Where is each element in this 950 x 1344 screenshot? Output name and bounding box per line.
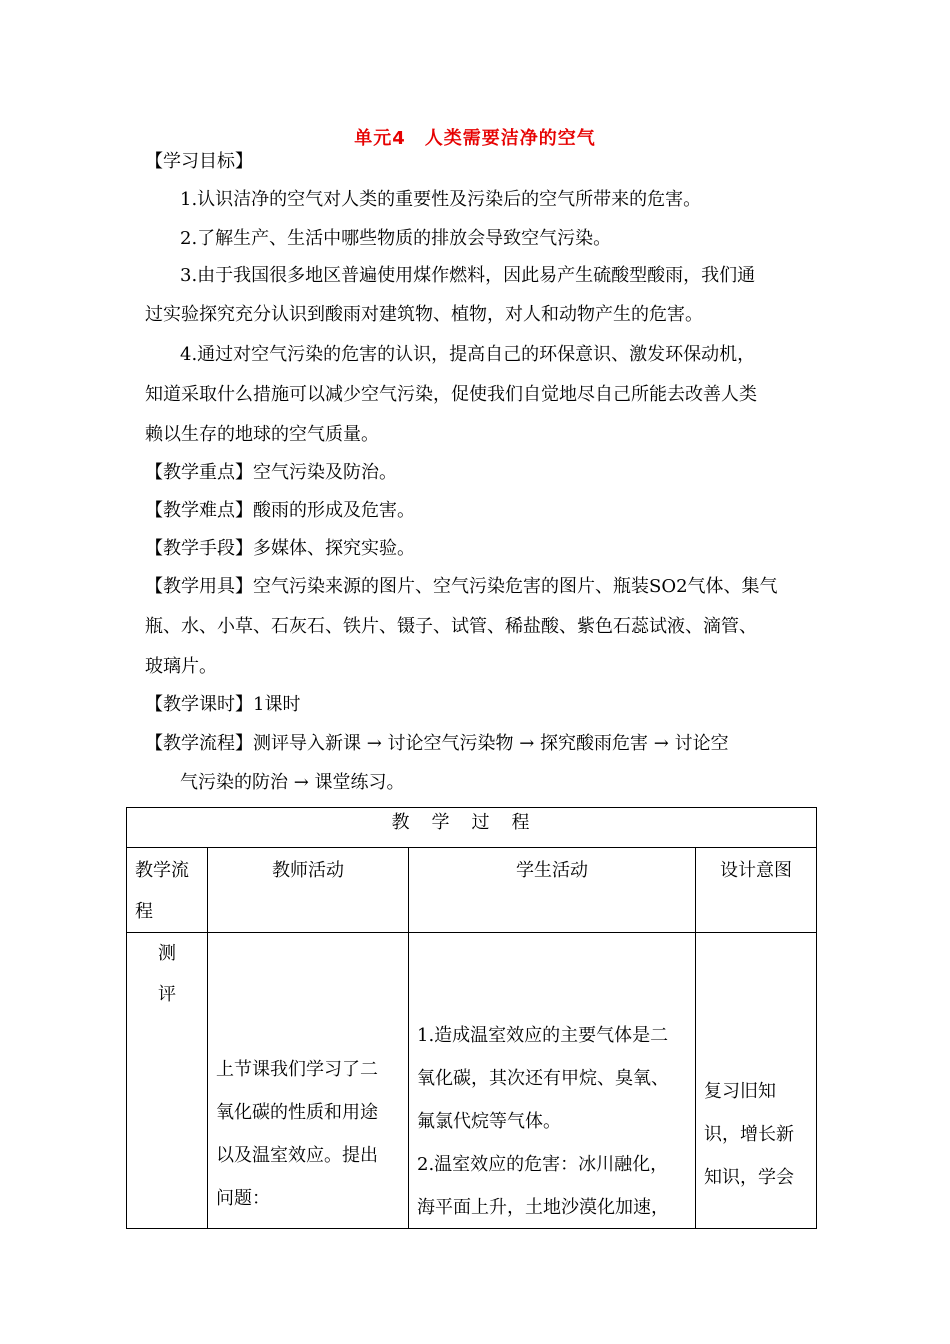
column-header-stage (127, 848, 208, 933)
student-activity-cell (409, 933, 696, 1229)
student-text: 氧化碳，其次还有甲烷、臭氧、 (417, 1068, 669, 1089)
teacher-text: 上节课我们学习了二 (216, 1059, 378, 1080)
stage-text: 测 (158, 943, 176, 964)
intent-text: 识，增长新 (704, 1124, 794, 1145)
column-header-label: 教师活动 (272, 860, 344, 881)
process-table (126, 807, 817, 1229)
objectives-label: 【学习目标】 (145, 151, 253, 172)
design-intent-cell (696, 933, 817, 1229)
objective-line: 4.通过对空气污染的危害的认识，提高自己的环保意识、激发环保动机， (180, 344, 756, 365)
key-point: 【教学重点】空气污染及防治。 (145, 462, 397, 483)
column-header-student (409, 848, 696, 933)
intent-text: 复习旧知 (704, 1081, 776, 1102)
teaching-means: 【教学手段】多媒体、探究实验。 (145, 538, 415, 559)
student-text: 氟氯代烷等气体。 (417, 1111, 561, 1132)
column-header-label: 设计意图 (720, 860, 792, 881)
stage-cell (127, 933, 208, 1229)
page-title: 单元4 人类需要洁净的空气 (354, 128, 596, 149)
flow-line: 气污染的防治 → 课堂练习。 (180, 772, 405, 793)
column-header-teacher (208, 848, 409, 933)
objective-line: 1.认识洁净的空气对人类的重要性及污染后的空气所带来的危害。 (180, 189, 702, 210)
teacher-text: 问题： (216, 1188, 270, 1209)
stage-text: 评 (158, 984, 176, 1005)
objective-line: 3.由于我国很多地区普遍使用煤作燃料，因此易产生硫酸型酸雨，我们通 (180, 265, 756, 286)
objective-line: 过实验探究充分认识到酸雨对建筑物、植物，对人和动物产生的危害。 (145, 304, 703, 325)
objective-line: 2.了解生产、生活中哪些物质的排放会导致空气污染。 (180, 228, 612, 249)
tools-line: 瓶、水、小草、石灰石、铁片、镊子、试管、稀盐酸、紫色石蕊试液、滴管、 (145, 616, 757, 637)
student-text: 海平面上升，土地沙漠化加速， (417, 1197, 669, 1218)
objective-line: 知道采取什么措施可以减少空气污染，促使我们自觉地尽自己所能去改善人类 (145, 384, 757, 405)
student-text: 2.温室效应的危害：冰川融化， (417, 1154, 669, 1175)
difficulty: 【教学难点】酸雨的形成及危害。 (145, 500, 415, 521)
column-header-intent (696, 848, 817, 933)
column-header-label: 教学流程 (135, 860, 189, 922)
column-header-label: 学生活动 (516, 860, 588, 881)
table-heading: 教学过程 (127, 808, 817, 848)
teacher-activity-cell (208, 933, 409, 1229)
student-text: 1.造成温室效应的主要气体是二 (417, 1025, 669, 1046)
class-hours: 【教学课时】1课时 (145, 694, 301, 715)
tools-line: 玻璃片。 (145, 656, 217, 677)
teacher-text: 氧化碳的性质和用途 (216, 1102, 378, 1123)
intent-text: 知识，学会 (704, 1167, 794, 1188)
flow-line: 【教学流程】测评导入新课 → 讨论空气污染物 → 探究酸雨危害 → 讨论空 (145, 733, 729, 754)
tools-line: 【教学用具】空气污染来源的图片、空气污染危害的图片、瓶装SO2气体、集气 (145, 576, 778, 597)
objective-line: 赖以生存的地球的空气质量。 (145, 424, 379, 445)
teacher-text: 以及温室效应。提出 (216, 1145, 378, 1166)
